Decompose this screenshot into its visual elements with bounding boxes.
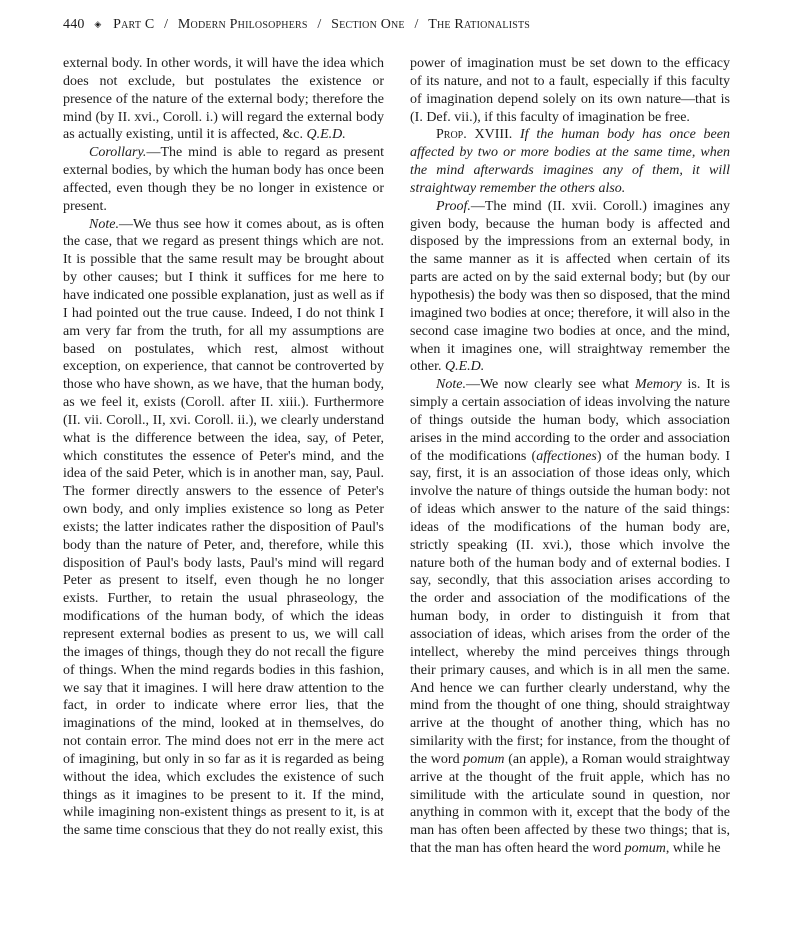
- proposition-text: If the human body has once been affected by two or more bodies at the same time, when the mind afterwards imagines any of them, it will straightway remember the others also.: [410, 127, 730, 196]
- proof-label: Proof.: [436, 198, 471, 214]
- term-pomum: pomum: [624, 841, 666, 857]
- header-separator: /: [414, 17, 419, 32]
- paragraph-text: , while he: [665, 841, 721, 857]
- note-label: Note.: [436, 377, 466, 393]
- header-section: Section One: [331, 17, 405, 32]
- paragraph-text: —The mind (II. xvii. Coroll.) imagines any given body, because the human body is affected and disposed by the impressions from an external body, in the same manner as it is affected when certain of its parts are acted on by the said external body; but (by our hypothesis) the body was then so disposed, that the mind imagined two bodies at once; therefore, it will also in the second case imagine two bodies at once, and the mind, when it imagines one, will straightway remember the other.: [410, 198, 730, 375]
- corollary-label: Corollary.: [89, 145, 147, 161]
- note-label: Note.: [89, 216, 119, 232]
- paragraph-text: external body. In other words, it will have the idea which does not exclude, but postulates the existence or presence of the nature of the external body; therefore the mind (by II. xvi., Coroll. i.) will regard the external body as actually existing, until it is affected, &c.: [63, 56, 384, 143]
- qed: Q.E.D.: [306, 127, 346, 143]
- header-separator: /: [164, 17, 169, 32]
- term-pomum: pomum: [463, 751, 505, 767]
- page-number: 440: [63, 17, 85, 32]
- header-rationalists: The Rationalists: [428, 17, 531, 32]
- running-header: [63, 17, 530, 33]
- proof-paragraph: [410, 198, 730, 376]
- proposition-paragraph: [410, 126, 730, 197]
- term-affectiones: affectiones: [536, 448, 597, 464]
- header-part: Part C: [113, 17, 155, 32]
- paragraph-text: is. It is simply a certain association of ideas involving the nature of things outside the human body, which association arises in the mind according to the order and association of the modifications (: [410, 377, 731, 464]
- paragraph: [410, 55, 730, 126]
- paragraph-text: —We thus see how it comes about, as is often the case, that we regard as present things which are not. It is possible that the same result may be brought about by other causes; but I think it suffices for me here to have indicated one possible explanation, just as well as if I had pointed out the true cause. Indeed, I do not think I am very far from the truth, for all my assumptions are based on postulates, which rest, almost without exception, on experience, that cannot be controverted by those who have shown, as we have, that the human body, as we feel it, exists (Coroll. after II. xiii.). Furthermore (II. vii. Coroll., II, xvi. Coroll. ii.), we clearly understand what is the difference between the idea, say, of Peter, which constitutes the essence of Peter's mind, and the idea of the said Peter, which is in another man, say, Paul. The former directly answers to the essence of Peter's own body, and only implies existence so long as Peter exists; the latter indicates rather the disposition of Paul's body than the nature of Peter, and, therefore, while this disposition of Paul's body lasts, Paul's mind will regard Peter as present to itself, even though he no longer exists. Further, to retain the usual phraseology, the modifications of the human body, of which the ideas represent external bodies as present to us, we will call the images of things, though they do not recall the figure of things. When the mind regards bodies in this fashion, we say that it imagines. I will here draw attention to the fact, in order to indicate where error lies, that the imaginations of the mind, looked at in themselves, do not contain error. The mind does not err in the mere act of imagining, but only in so far as it is regarded as being without the idea, which excludes the existence of such things as it imagines to be present to it. If the mind, while imagining non-existent things as present to it, is at the same time conscious that they do not really exist, this: [63, 216, 384, 839]
- paragraph-text: —The mind is able to regard as present external bodies, by which the human body has once been affected, even though they be no longer in existence or present.: [63, 145, 384, 214]
- header-separator: /: [317, 17, 322, 32]
- proposition-label: Prop. XVIII.: [436, 127, 513, 143]
- qed: Q.E.D.: [445, 359, 485, 375]
- paragraph-text: —We now clearly see what: [465, 377, 635, 393]
- left-column: [63, 55, 384, 840]
- diamond-icon: ◈: [94, 19, 102, 29]
- paragraph-text: ) of the human body. I say, first, it is an association of those ideas only, which involve the nature of things outside the human body: not of ideas which answer to the nature of the said things: ideas of the modifications of the human body are, strictly speaking (II. xvi.), those which involve the nature both of the human body and of external bodies. I say, secondly, that this association arises according to the order and association of the modifications of the human body, in order to distinguish it from that association of ideas, which arises from the order of the intellect, whereby the mind perceives things through their primary causes, and which is in all men the same. And hence we can further clearly understand, why the mind from the thought of one thing, should straightway arrive at the thought of another thing, which has no similarity with the first; for instance, from the thought of the word: [410, 448, 730, 767]
- note-paragraph: [63, 216, 384, 841]
- note-paragraph: [410, 376, 730, 858]
- term-memory: Memory: [634, 377, 682, 393]
- right-column: [410, 55, 730, 858]
- paragraph-text: power of imagination must be set down to the efficacy of its nature, and not to a fault, especially if this faculty of imagination depend solely on its own nature—that is (I. Def. vii.), if this faculty of imagination be free.: [410, 56, 730, 125]
- header-philosophers: Modern Philosophers: [177, 17, 308, 32]
- corollary-paragraph: [63, 144, 384, 215]
- paragraph: [63, 55, 384, 144]
- paragraph-text: (an apple), a Roman would straightway arrive at the thought of the fruit apple, which has no similitude with the articulate sound in question, nor anything in common with it, except that the body of the man has often been affected by these two things; that is, that the man has often heard the word: [410, 751, 730, 857]
